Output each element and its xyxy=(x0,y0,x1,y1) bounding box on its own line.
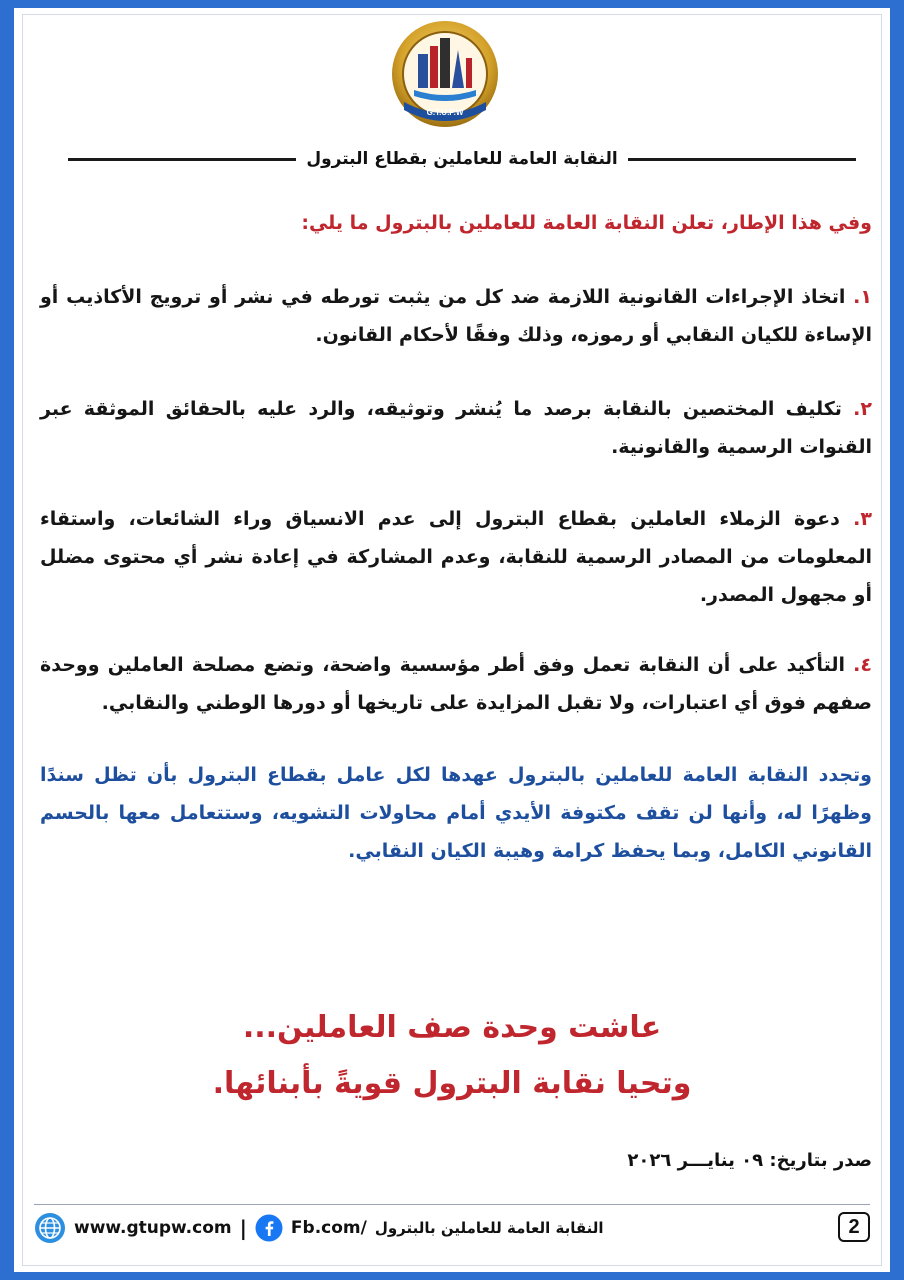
footer-contacts xyxy=(34,1210,822,1246)
item-number: ١. xyxy=(853,286,872,308)
org-title-row xyxy=(68,144,856,174)
footer xyxy=(34,1210,870,1250)
issue-date: صدر بتاريخ: ٠٩ ينايـــر ٢٠٢٦ xyxy=(627,1150,872,1171)
footer-divider xyxy=(34,1204,870,1205)
item-number: ٤. xyxy=(853,654,872,676)
org-title: النقابة العامة للعاملين بقطاع البترول xyxy=(306,149,618,169)
slogan-line-2: وتحيا نقابة البترول قويةً بأبنائها. xyxy=(212,1066,692,1101)
item-text: دعوة الزملاء العاملين بقطاع البترول إلى عدم الانسياق وراء الشائعات، واستقاء المعلومات من المصادر الرسمية للنقابة، وعدم المشاركة في إعادة نشر أي محتوى مضلل أو مجهول المصدر. xyxy=(40,508,872,606)
footer-separator: | xyxy=(239,1216,247,1240)
list-item xyxy=(40,646,872,722)
intro-line: وفي هذا الإطار، تعلن النقابة العامة للعاملين بالبترول ما يلي: xyxy=(301,212,872,234)
facebook-page-name: النقابة العامة للعاملين بالبترول xyxy=(374,1219,604,1237)
union-logo-emblem xyxy=(388,20,502,132)
item-text: اتخاذ الإجراءات القانونية اللازمة ضد كل من يثبت تورطه في نشر أو ترويج الأكاذيب أو الإساءة للكيان النقابي أو رموزه، وذلك وفقًا لأحكام القانون. xyxy=(40,286,872,346)
item-number: ٣. xyxy=(853,508,872,530)
list-item xyxy=(40,500,872,614)
slogan xyxy=(40,1000,864,1112)
facebook-link[interactable]: Fb.com/ xyxy=(290,1218,367,1238)
union-logo xyxy=(388,20,502,132)
title-rule-left xyxy=(68,158,296,161)
closing-paragraph: وتجدد النقابة العامة للعاملين بالبترول عهدها لكل عامل بقطاع البترول بأن تظل سندًا وظهرًا له، وأنها لن تقف مكتوفة الأيدي أمام محاولات التشويه، وستتعامل معها بالحسم القانوني الكامل، وبما يحفظ كرامة وهيبة الكيان النقابي. xyxy=(40,764,872,862)
list-item xyxy=(40,278,872,354)
page-number: 2 xyxy=(838,1212,870,1242)
slogan-line-1: عاشت وحدة صف العاملين... xyxy=(242,1010,662,1045)
title-rule-right xyxy=(628,158,856,161)
statement-body xyxy=(40,200,872,889)
list-item xyxy=(40,390,872,466)
website-link[interactable]: www.gtupw.com xyxy=(74,1218,232,1238)
item-text: التأكيد على أن النقابة تعمل وفق أطر مؤسسية واضحة، وتضع مصلحة العاملين ووحدة صفهم فوق أي اعتبارات، ولا تقبل المزايدة على تاريخها أو دورها الوطني والنقابي. xyxy=(40,654,872,714)
page-number-wrap xyxy=(838,1212,870,1242)
logo-text: G.T.U.P.W xyxy=(426,108,464,117)
item-text: تكليف المختصين بالنقابة برصد ما يُنشر وتوثيقه، والرد عليه بالحقائق الموثقة عبر القنوات الرسمية والقانونية. xyxy=(40,398,872,458)
item-number: ٢. xyxy=(853,398,872,420)
facebook-icon xyxy=(255,1214,283,1242)
globe-icon xyxy=(34,1212,66,1244)
